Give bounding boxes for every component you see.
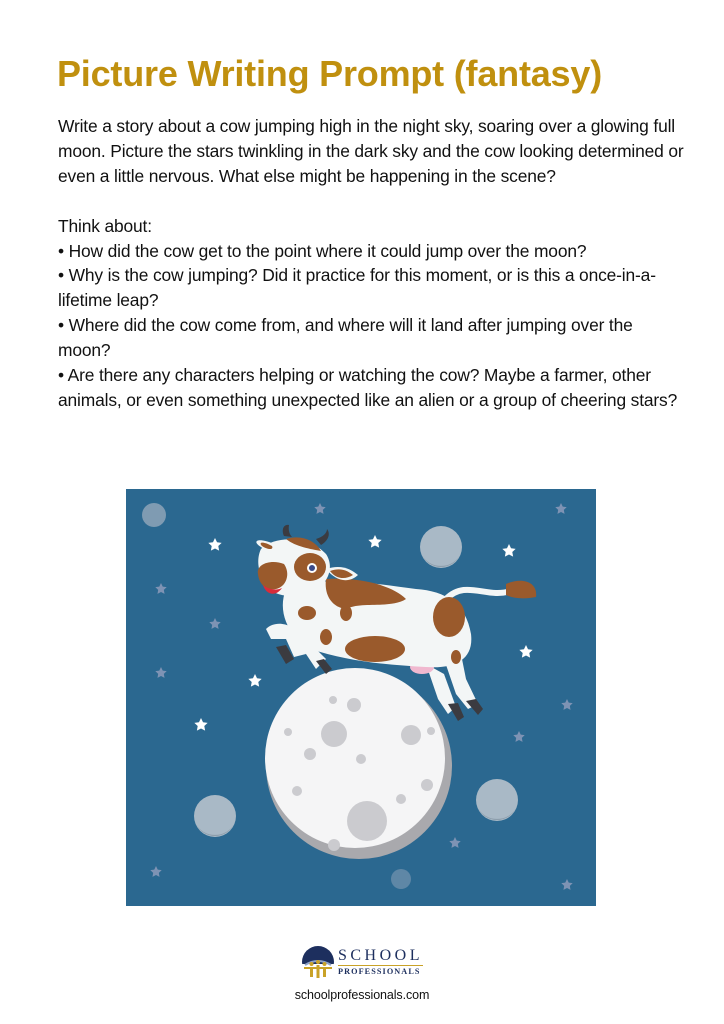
cow-over-moon-illustration: [126, 489, 596, 906]
question-item: • Where did the cow come from, and where will it land after jumping over the moon?: [58, 315, 633, 361]
logo-line-professionals: PROFESSIONALS: [337, 966, 421, 976]
page-title: Picture Writing Prompt (fantasy): [57, 53, 602, 94]
night-sky-scene: [126, 489, 596, 906]
website-link[interactable]: schoolprofessionals.com: [294, 988, 430, 1002]
question-item: • Are there any characters helping or watching the cow? Maybe a farmer, other animals, or even something unexpected like an alien or a group of cheering stars?: [58, 365, 678, 410]
think-about-label: Think about:: [58, 215, 152, 236]
question-item: • How did the cow get to the point where it could jump over the moon?: [58, 240, 587, 261]
intro-paragraph: Write a story about a cow jumping high in the night sky, soaring over a glowing full moon. Picture the stars twinkling in the dark sky and the cow looking determined or even a little nervous. What else might be happening in the scene?: [58, 116, 684, 186]
spacer: [58, 189, 688, 214]
footer: [0, 945, 724, 1002]
school-professionals-logo: [301, 945, 423, 979]
prompt-body: [58, 114, 688, 413]
question-item: • Why is the cow jumping? Did it practice for this moment, or is this a once-in-a-lifetime leap?: [58, 265, 656, 311]
logo-wordmark: [338, 948, 423, 976]
logo-line-school: SCHOOL: [337, 946, 423, 964]
logo-emblem-icon: [301, 945, 335, 979]
